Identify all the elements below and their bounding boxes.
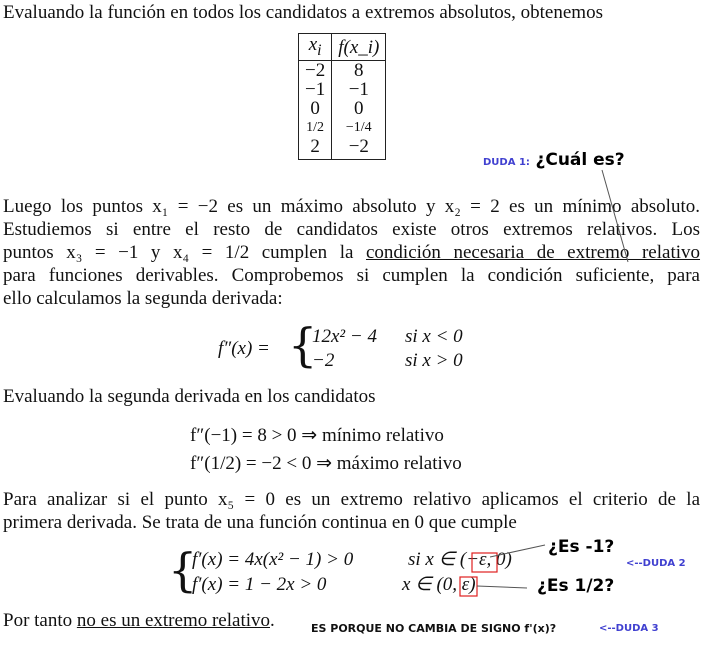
- eval-1: f″(−1) = 8 > 0 ⇒ mínimo relativo: [190, 425, 444, 446]
- eval-2: f″(1/2) = −2 < 0 ⇒ máximo relativo: [190, 453, 462, 474]
- question-es-minus-1: ¿Es -1?: [548, 537, 615, 557]
- cell: 2: [299, 137, 332, 160]
- para3-line2: primera derivada. Se trata de una función continua en 0 que cumple: [3, 512, 517, 533]
- cell: 1/2: [299, 118, 332, 137]
- case-cond: x ∈ (0, ε): [402, 574, 476, 595]
- case-cond: si x < 0: [405, 326, 463, 347]
- intro-text: Evaluando la función en todos los candidatos a extremos absolutos, obtenemos: [3, 2, 603, 23]
- duda3-label: <--DUDA 3: [599, 623, 659, 634]
- case-cond: si x > 0: [405, 350, 463, 371]
- header-fxi: f(x_i): [332, 34, 386, 61]
- underlined-condition: condición necesaria de extremo relativo: [366, 242, 701, 263]
- cell: −1: [299, 80, 332, 99]
- duda2-label: <--DUDA 2: [626, 558, 686, 569]
- conclusion-suffix: .: [270, 610, 275, 631]
- duda1-question: ¿Cuál es?: [535, 150, 625, 170]
- brace: {: [288, 318, 318, 372]
- case-expr: 12x² − 4: [312, 326, 377, 347]
- connector: [490, 545, 545, 557]
- highlight-box: [460, 577, 477, 596]
- question-es-half: ¿Es 1/2?: [537, 576, 615, 596]
- para2: Evaluando la segunda derivada en los candidatos: [3, 386, 376, 407]
- cell: 0: [299, 99, 332, 118]
- conclusion-prefix: Por tanto: [3, 610, 77, 631]
- para1-line1: Luego los puntos x₁ = −2 es un máximo absoluto y x₂ = 2 es un mínimo absoluto.: [3, 196, 700, 217]
- cell: −2: [299, 61, 332, 81]
- case-expr: f′(x) = 4x(x² − 1) > 0: [192, 549, 354, 570]
- para1-line3-text: puntos x₃ = −1 y x₄ = 1/2 cumplen la: [3, 242, 354, 263]
- duda1-connector: [602, 170, 628, 262]
- second-derivative-lhs: f″(x) =: [218, 338, 270, 359]
- header-xi: $x_i$: [299, 34, 332, 61]
- case-expr: −2: [312, 350, 335, 371]
- para1-line2: Estudiemos si entre el resto de candidatos existe otros extremos relativos. Los: [3, 219, 700, 240]
- para1-line4: para funciones derivables. Comprobemos si cumplen la condición suficiente, para: [3, 265, 700, 286]
- para1-line5: ello calculamos la segunda derivada:: [3, 288, 283, 309]
- duda3-question: ES PORQUE NO CAMBIA DE SIGNO f'(x)?: [311, 622, 557, 635]
- cell: 8: [332, 61, 386, 81]
- conclusion-underlined: no es un extremo relativo: [76, 610, 270, 631]
- case-cond: si x ∈ (−ε, 0): [408, 549, 512, 570]
- para3-line1: Para analizar si el punto x₅ = 0 es un extremo relativo aplicamos el criterio de la: [3, 489, 700, 510]
- duda1-label: DUDA 1:: [483, 157, 530, 168]
- cell: −1: [332, 80, 386, 99]
- case-expr: f′(x) = 1 − 2x > 0: [192, 574, 327, 595]
- brace: {: [168, 543, 198, 597]
- cell: 0: [332, 99, 386, 118]
- cell: −2: [332, 137, 386, 160]
- cell: −1/4: [332, 118, 386, 137]
- connector: [477, 586, 527, 588]
